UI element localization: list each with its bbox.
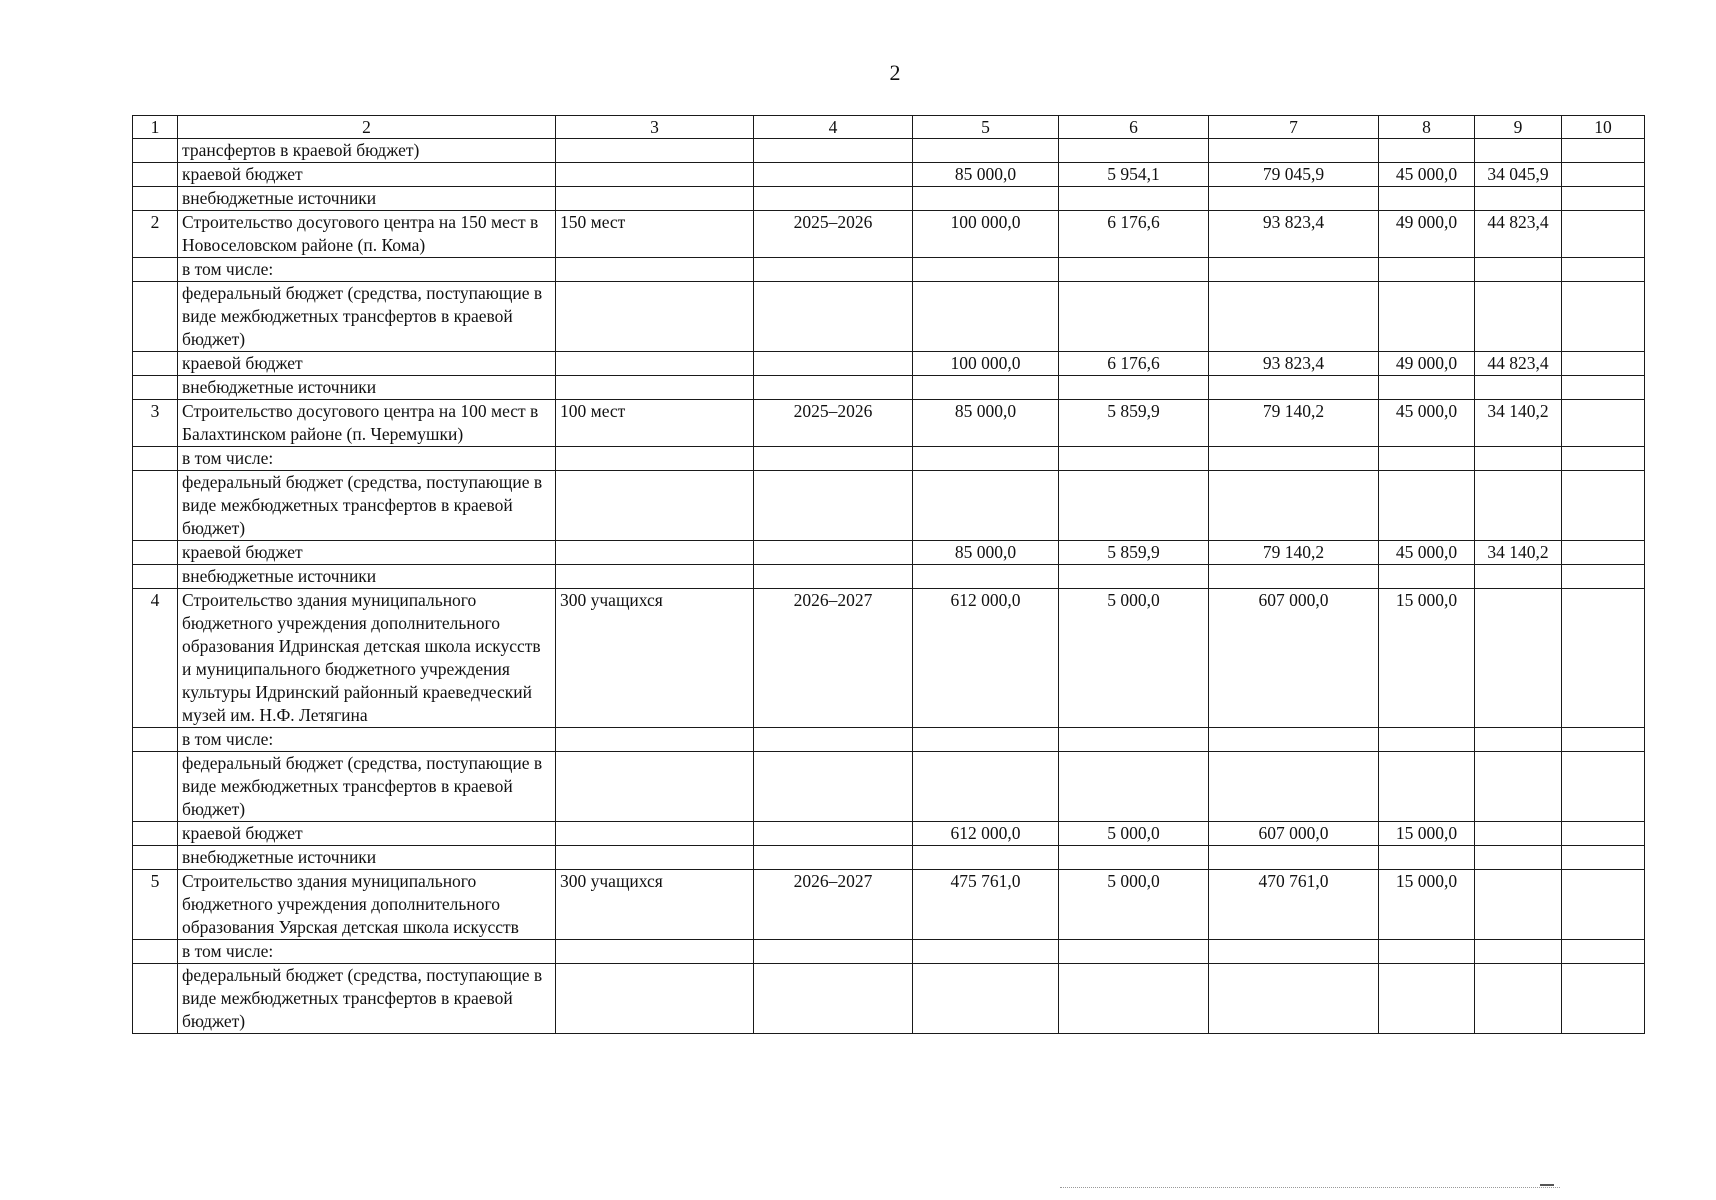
table-row [133,352,1645,376]
table-cell-col-6 [1059,376,1209,400]
table-cell-col-4 [754,822,913,846]
table-cell-col-9 [1475,728,1562,752]
table-cell-col-5 [913,752,1059,822]
table-cell-col-4 [754,282,913,352]
table-cell-col-8 [1379,258,1475,282]
table-cell-col-8 [1379,447,1475,471]
table-cell-col-2: краевой бюджет [178,352,556,376]
table-cell-col-10 [1562,447,1645,471]
table-cell-col-10 [1562,376,1645,400]
table-cell-col-9 [1475,471,1562,541]
table-cell-col-9: 44 823,4 [1475,211,1562,258]
header-cell: 2 [178,116,556,139]
table-cell-col-7: 93 823,4 [1209,352,1379,376]
table-row [133,589,1645,728]
table-cell-col-10 [1562,282,1645,352]
table-row [133,541,1645,565]
table-cell-col-4 [754,376,913,400]
table-cell-col-9 [1475,258,1562,282]
table-cell-col-2: в том числе: [178,447,556,471]
table-cell-col-10 [1562,139,1645,163]
table-cell-col-9 [1475,376,1562,400]
table-cell-col-2: внебюджетные источники [178,187,556,211]
table-cell-col-8: 15 000,0 [1379,589,1475,728]
header-cell: 10 [1562,116,1645,139]
table-cell-col-9: 34 045,9 [1475,163,1562,187]
header-cell: 5 [913,116,1059,139]
table-cell-col-7: 79 140,2 [1209,541,1379,565]
table-cell-col-5 [913,187,1059,211]
table-cell-col-1 [133,752,178,822]
table-cell-col-4 [754,940,913,964]
table-cell-col-5: 100 000,0 [913,211,1059,258]
table-cell-col-1 [133,471,178,541]
table-cell-col-5: 475 761,0 [913,870,1059,940]
table-cell-col-9 [1475,187,1562,211]
table-cell-col-4: 2025–2026 [754,400,913,447]
table-cell-col-7: 79 140,2 [1209,400,1379,447]
table-cell-col-3 [556,471,754,541]
table-cell-col-7 [1209,139,1379,163]
table-cell-col-6: 6 176,6 [1059,352,1209,376]
table-cell-col-8 [1379,471,1475,541]
table-cell-col-2: в том числе: [178,258,556,282]
table-cell-col-6 [1059,752,1209,822]
table-cell-col-1: 4 [133,589,178,728]
table-row [133,376,1645,400]
table-row [133,471,1645,541]
table-cell-col-6 [1059,187,1209,211]
header-cell: 9 [1475,116,1562,139]
table-cell-col-9: 34 140,2 [1475,541,1562,565]
header-cell: 1 [133,116,178,139]
table-cell-col-7 [1209,447,1379,471]
table-cell-col-5: 612 000,0 [913,589,1059,728]
table-cell-col-5: 85 000,0 [913,541,1059,565]
table-cell-col-7 [1209,187,1379,211]
table-cell-col-3: 300 учащихся [556,589,754,728]
table-cell-col-9 [1475,752,1562,822]
table-cell-col-1 [133,964,178,1034]
table-cell-col-8 [1379,139,1475,163]
table-cell-col-3: 100 мест [556,400,754,447]
table-cell-col-9 [1475,846,1562,870]
table-cell-col-9 [1475,940,1562,964]
table-cell-col-6: 5 000,0 [1059,822,1209,846]
table-cell-col-3 [556,940,754,964]
table-cell-col-2: Строительство здания муниципального бюджетного учреждения дополнительного образования Идринская детская школа искусств и муниципального бюджетного учреждения культуры Идринский районный краеведческий музей им. Н.Ф. Летягина [178,589,556,728]
table-cell-col-3 [556,258,754,282]
table-cell-col-1 [133,376,178,400]
table-cell-col-8: 49 000,0 [1379,352,1475,376]
table-cell-col-8 [1379,846,1475,870]
table-cell-col-10 [1562,822,1645,846]
table-cell-col-9 [1475,964,1562,1034]
table-cell-col-10 [1562,846,1645,870]
table-cell-col-10 [1562,589,1645,728]
table-cell-col-6 [1059,282,1209,352]
table-cell-col-7 [1209,728,1379,752]
header-row [133,116,1645,139]
table-cell-col-8 [1379,728,1475,752]
table-cell-col-3 [556,139,754,163]
table-cell-col-6 [1059,139,1209,163]
table-cell-col-5 [913,258,1059,282]
table-cell-col-2: федеральный бюджет (средства, поступающие в виде межбюджетных трансфертов в краевой бюджет) [178,964,556,1034]
table-cell-col-8 [1379,565,1475,589]
table-row [133,728,1645,752]
table-cell-col-6: 5 859,9 [1059,400,1209,447]
table-cell-col-3 [556,565,754,589]
table-cell-col-2: внебюджетные источники [178,565,556,589]
table-cell-col-5 [913,565,1059,589]
table-cell-col-1 [133,940,178,964]
table-cell-col-4 [754,139,913,163]
table-cell-col-8: 15 000,0 [1379,870,1475,940]
table-cell-col-5: 100 000,0 [913,352,1059,376]
table-cell-col-1 [133,282,178,352]
table-cell-col-4: 2025–2026 [754,211,913,258]
table-row [133,258,1645,282]
table-row [133,846,1645,870]
table-row [133,940,1645,964]
budget-table [132,115,1645,1034]
table-cell-col-6 [1059,964,1209,1034]
table-cell-col-10 [1562,565,1645,589]
table-cell-col-1 [133,728,178,752]
table-cell-col-9 [1475,589,1562,728]
table-cell-col-3 [556,376,754,400]
table-cell-col-3 [556,846,754,870]
table-cell-col-2: краевой бюджет [178,822,556,846]
header-cell: 8 [1379,116,1475,139]
table-cell-col-4 [754,471,913,541]
table-cell-col-1 [133,139,178,163]
table-row [133,211,1645,258]
table-cell-col-4 [754,728,913,752]
table-cell-col-7: 93 823,4 [1209,211,1379,258]
table-cell-col-5 [913,728,1059,752]
table-cell-col-5 [913,846,1059,870]
table-cell-col-8: 45 000,0 [1379,541,1475,565]
table-cell-col-6: 5 859,9 [1059,541,1209,565]
table-cell-col-8 [1379,964,1475,1034]
table-cell-col-1 [133,447,178,471]
table-cell-col-7 [1209,752,1379,822]
table-cell-col-10 [1562,940,1645,964]
table-cell-col-5 [913,376,1059,400]
table-cell-col-4: 2026–2027 [754,870,913,940]
table-cell-col-5 [913,282,1059,352]
table-cell-col-4 [754,752,913,822]
table-cell-col-10 [1562,258,1645,282]
table-cell-col-10 [1562,870,1645,940]
table-cell-col-7 [1209,258,1379,282]
table-cell-col-9: 34 140,2 [1475,400,1562,447]
table-cell-col-7 [1209,565,1379,589]
table-cell-col-5 [913,964,1059,1034]
table-cell-col-7: 79 045,9 [1209,163,1379,187]
table-cell-col-7: 470 761,0 [1209,870,1379,940]
table-cell-col-6 [1059,258,1209,282]
table-cell-col-2: Строительство досугового центра на 150 мест в Новоселовском районе (п. Кома) [178,211,556,258]
scan-artifact [1060,1187,1560,1191]
table-cell-col-6 [1059,728,1209,752]
table-cell-col-3 [556,752,754,822]
table-cell-col-7 [1209,376,1379,400]
table-cell-col-3 [556,447,754,471]
table-cell-col-1: 3 [133,400,178,447]
table-cell-col-10 [1562,728,1645,752]
table-cell-col-4 [754,447,913,471]
table-cell-col-10 [1562,541,1645,565]
table-cell-col-8 [1379,752,1475,822]
table-cell-col-7 [1209,282,1379,352]
table-cell-col-10 [1562,752,1645,822]
table-cell-col-1 [133,187,178,211]
table-cell-col-1: 2 [133,211,178,258]
table-cell-col-9 [1475,870,1562,940]
table-row [133,139,1645,163]
table-row [133,163,1645,187]
table-cell-col-3 [556,352,754,376]
table-cell-col-5 [913,139,1059,163]
table-cell-col-5: 612 000,0 [913,822,1059,846]
table-row [133,964,1645,1034]
table-cell-col-4 [754,187,913,211]
table-cell-col-2: краевой бюджет [178,163,556,187]
table-cell-col-5 [913,447,1059,471]
table-cell-col-2: внебюджетные источники [178,376,556,400]
table-cell-col-5: 85 000,0 [913,163,1059,187]
table-cell-col-8 [1379,376,1475,400]
table-cell-col-3 [556,282,754,352]
table-cell-col-10 [1562,187,1645,211]
table-cell-col-3 [556,822,754,846]
table-cell-col-7 [1209,471,1379,541]
table-cell-col-2: трансфертов в краевой бюджет) [178,139,556,163]
table-cell-col-3 [556,163,754,187]
page-number: 2 [889,60,901,85]
table-cell-col-9: 44 823,4 [1475,352,1562,376]
table-cell-col-1 [133,258,178,282]
table-row [133,822,1645,846]
table-cell-col-8 [1379,940,1475,964]
table-cell-col-4 [754,846,913,870]
table-cell-col-4 [754,163,913,187]
table-cell-col-7: 607 000,0 [1209,589,1379,728]
table-cell-col-6: 5 000,0 [1059,589,1209,728]
table-row [133,565,1645,589]
table-cell-col-4 [754,964,913,1034]
table-cell-col-2: Строительство здания муниципального бюджетного учреждения дополнительного образования Уярская детская школа искусств [178,870,556,940]
table-cell-col-2: Строительство досугового центра на 100 мест в Балахтинском районе (п. Черемушки) [178,400,556,447]
table-cell-col-2: в том числе: [178,940,556,964]
table-cell-col-5 [913,940,1059,964]
table-cell-col-8: 45 000,0 [1379,163,1475,187]
table-cell-col-4 [754,352,913,376]
table-cell-col-3: 300 учащихся [556,870,754,940]
table-cell-col-9 [1475,447,1562,471]
table-cell-col-3 [556,187,754,211]
table-cell-col-1 [133,163,178,187]
table-cell-col-7 [1209,964,1379,1034]
table-cell-col-1 [133,541,178,565]
table-cell-col-2: внебюджетные источники [178,846,556,870]
header-cell: 7 [1209,116,1379,139]
table-cell-col-9 [1475,565,1562,589]
table-cell-col-1 [133,822,178,846]
table-cell-col-9 [1475,139,1562,163]
table-row [133,400,1645,447]
table-cell-col-6 [1059,447,1209,471]
scan-artifact [1540,1184,1554,1186]
table-cell-col-3 [556,964,754,1034]
table-cell-col-9 [1475,822,1562,846]
table-cell-col-3: 150 мест [556,211,754,258]
table-row [133,187,1645,211]
table-cell-col-4 [754,541,913,565]
table-cell-col-10 [1562,352,1645,376]
table-cell-col-7 [1209,846,1379,870]
table-cell-col-8: 45 000,0 [1379,400,1475,447]
table-cell-col-6 [1059,471,1209,541]
table-row [133,870,1645,940]
table-cell-col-1 [133,352,178,376]
table-cell-col-4: 2026–2027 [754,589,913,728]
table-cell-col-3 [556,728,754,752]
table-row [133,447,1645,471]
table-cell-col-7: 607 000,0 [1209,822,1379,846]
table-cell-col-2: в том числе: [178,728,556,752]
table-row [133,282,1645,352]
header-cell: 4 [754,116,913,139]
table-cell-col-6 [1059,846,1209,870]
table-cell-col-8: 49 000,0 [1379,211,1475,258]
table-cell-col-5: 85 000,0 [913,400,1059,447]
table-cell-col-1 [133,565,178,589]
table-cell-col-6: 5 954,1 [1059,163,1209,187]
table-cell-col-1: 5 [133,870,178,940]
table-cell-col-2: федеральный бюджет (средства, поступающие в виде межбюджетных трансфертов в краевой бюджет) [178,752,556,822]
table-cell-col-2: федеральный бюджет (средства, поступающие в виде межбюджетных трансфертов в краевой бюджет) [178,282,556,352]
table-cell-col-8 [1379,187,1475,211]
table-cell-col-10 [1562,471,1645,541]
table-cell-col-6: 6 176,6 [1059,211,1209,258]
table-cell-col-10 [1562,400,1645,447]
table-row [133,752,1645,822]
table-cell-col-8 [1379,282,1475,352]
header-cell: 6 [1059,116,1209,139]
table-cell-col-2: федеральный бюджет (средства, поступающие в виде межбюджетных трансфертов в краевой бюджет) [178,471,556,541]
table-cell-col-8: 15 000,0 [1379,822,1475,846]
table-cell-col-7 [1209,940,1379,964]
table-cell-col-10 [1562,211,1645,258]
table-cell-col-10 [1562,163,1645,187]
table-cell-col-2: краевой бюджет [178,541,556,565]
table-cell-col-4 [754,565,913,589]
table-cell-col-6: 5 000,0 [1059,870,1209,940]
table-cell-col-10 [1562,964,1645,1034]
table-cell-col-6 [1059,565,1209,589]
table-cell-col-1 [133,846,178,870]
header-cell: 3 [556,116,754,139]
table-cell-col-6 [1059,940,1209,964]
table-cell-col-5 [913,471,1059,541]
table-cell-col-3 [556,541,754,565]
table-cell-col-4 [754,258,913,282]
table-cell-col-9 [1475,282,1562,352]
